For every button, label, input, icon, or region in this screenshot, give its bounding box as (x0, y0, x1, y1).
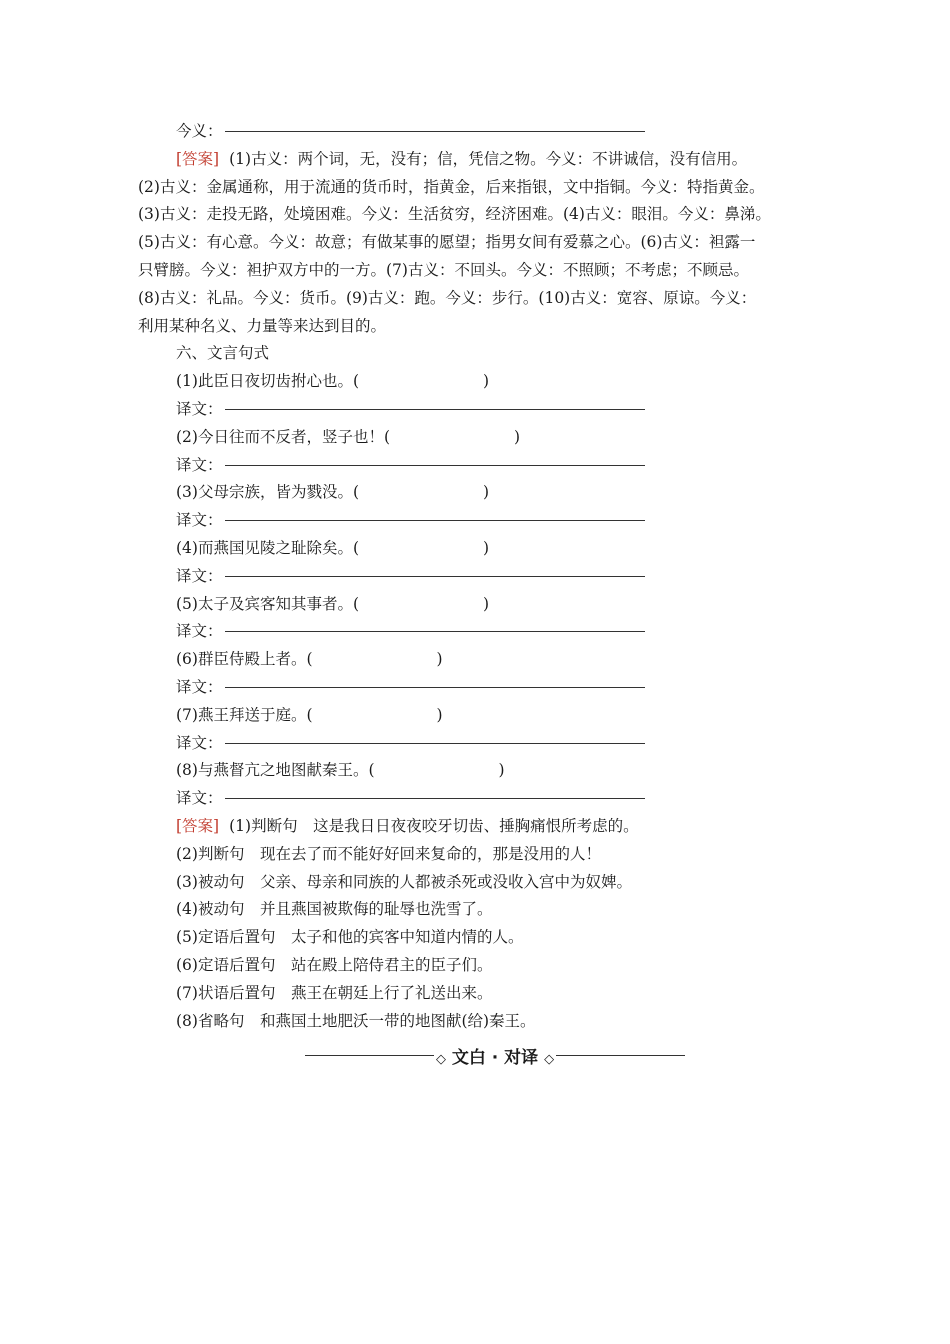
answer-text: (1)判断句 这是我日日夜夜咬牙切齿、捶胸痛恨所考虑的。 (229, 816, 639, 835)
answer-paren-close: ) (498, 761, 505, 780)
answer-paren-close: ) (436, 705, 443, 724)
translation-line (138, 674, 828, 702)
divider-title (434, 1043, 556, 1068)
answer-line (138, 813, 828, 841)
answer-line: 只臂膀。今义：袒护双方中的一方。(7)古义：不回头。今义：不照顾；不考虑；不顾忌。 (138, 260, 749, 279)
exercise-sentence (138, 702, 828, 730)
answer-tag: [答案] (176, 816, 220, 835)
diamond-icon: ◇ (435, 1051, 446, 1067)
exercise-sentence (138, 479, 828, 507)
answer-line: 利用某种名义、力量等来达到目的。 (138, 316, 387, 335)
exercise-sentence (138, 757, 828, 785)
translation-line (138, 618, 828, 646)
exercise-sentence (138, 535, 828, 563)
answer-block-meanings (138, 146, 828, 341)
translation-line (138, 563, 828, 591)
answer-paren-close: ) (483, 594, 490, 613)
answer-line: (2)古义：金属通称，用于流通的货币时，指黄金，后来指银，文中指铜。今义：特指黄金。 (138, 177, 765, 196)
answer-text: (1)古义：两个词，无，没有；信，凭信之物。今义：不讲诚信，没有信用。 (229, 149, 748, 168)
divider-rule-left (305, 1055, 434, 1056)
answer-paren-close: ) (483, 372, 490, 391)
translation-blank[interactable] (225, 519, 645, 521)
exercise-list (138, 368, 828, 813)
document-page (138, 118, 828, 1035)
answer-paren-close: ) (483, 538, 490, 557)
translation-blank[interactable] (225, 797, 645, 799)
translation-label: 译文： (176, 789, 223, 808)
exercise-text: (4)而燕国见陵之耻除矣。( (176, 538, 360, 557)
exercise-sentence (138, 368, 828, 396)
exercise-sentence (138, 646, 828, 674)
translation-blank[interactable] (225, 630, 645, 632)
answer-line: (5)古义：有心意。今义：故意；有做某事的愿望；指男女间有爱慕之心。(6)古义：袒露一 (138, 233, 756, 252)
exercise-sentence (138, 424, 828, 452)
answer-line: (7)状语后置句 燕王在朝廷上行了礼送出来。 (176, 983, 493, 1002)
answer-tag: [答案] (176, 149, 220, 168)
diamond-icon: ◇ (544, 1051, 555, 1067)
translation-blank[interactable] (225, 575, 645, 577)
translation-blank[interactable] (225, 742, 645, 744)
exercise-text: (3)父母宗族，皆为戮没。( (176, 483, 360, 502)
translation-blank[interactable] (225, 686, 645, 688)
translation-label: 译文： (176, 677, 223, 696)
translation-label: 译文： (176, 511, 223, 530)
translation-blank[interactable] (225, 408, 645, 410)
answer-line: (6)定语后置句 站在殿上陪侍君主的臣子们。 (176, 955, 493, 974)
translation-line (138, 452, 828, 480)
answer-block-sentences (138, 813, 828, 1035)
translation-line (138, 730, 828, 758)
answer-line: (4)被动句 并且燕国被欺侮的耻辱也洗雪了。 (176, 900, 493, 919)
section-heading: 六、文言句式 (176, 344, 270, 363)
answer-paren-close: ) (514, 427, 521, 446)
answer-line: (8)古义：礼品。今义：货币。(9)古义：跑。今义：步行。(10)古义：宽容、原谅。今义： (138, 288, 757, 307)
answer-line: (5)定语后置句 太子和他的宾客中知道内情的人。 (176, 928, 524, 947)
exercise-text: (7)燕王拜送于庭。( (176, 705, 313, 724)
translation-line (138, 396, 828, 424)
exercise-text: (6)群臣侍殿上者。( (176, 650, 313, 669)
answer-line: (3)被动句 父亲、母亲和同族的人都被杀死或没收入宫中为奴婢。 (176, 872, 632, 891)
translation-label: 译文： (176, 399, 223, 418)
translation-line (138, 785, 828, 813)
modern-meaning-line (138, 118, 828, 146)
answer-paren-close: ) (436, 650, 443, 669)
exercise-sentence (138, 591, 828, 619)
divider-rule-right (556, 1055, 685, 1056)
answer-line: (3)古义：走投无路，处境困难。今义：生活贫穷，经济困难。(4)古义：眼泪。今义：鼻涕。 (138, 205, 771, 224)
translation-label: 译文： (176, 455, 223, 474)
answer-paren-close: ) (483, 483, 490, 502)
answer-blank (225, 130, 645, 132)
section-divider (305, 1040, 685, 1070)
exercise-text: (5)太子及宾客知其事者。( (176, 594, 360, 613)
answer-line: (2)判断句 现在去了而不能好好回来复命的，那是没用的人！ (176, 844, 601, 863)
exercise-text: (8)与燕督亢之地图献秦王。( (176, 761, 375, 780)
divider-title-text: 文白 · 对译 (451, 1047, 539, 1068)
exercise-text: (1)此臣日夜切齿拊心也。( (176, 372, 360, 391)
translation-label: 译文： (176, 622, 223, 641)
translation-label: 译文： (176, 733, 223, 752)
modern-meaning-label: 今义： (176, 122, 223, 140)
answer-line: (8)省略句 和燕国土地肥沃一带的地图献(给)秦王。 (176, 1011, 536, 1030)
exercise-text: (2)今日往而不反者，竖子也！( (176, 427, 391, 446)
translation-line (138, 507, 828, 535)
translation-blank[interactable] (225, 464, 645, 466)
answer-line (138, 146, 828, 174)
translation-label: 译文： (176, 566, 223, 585)
